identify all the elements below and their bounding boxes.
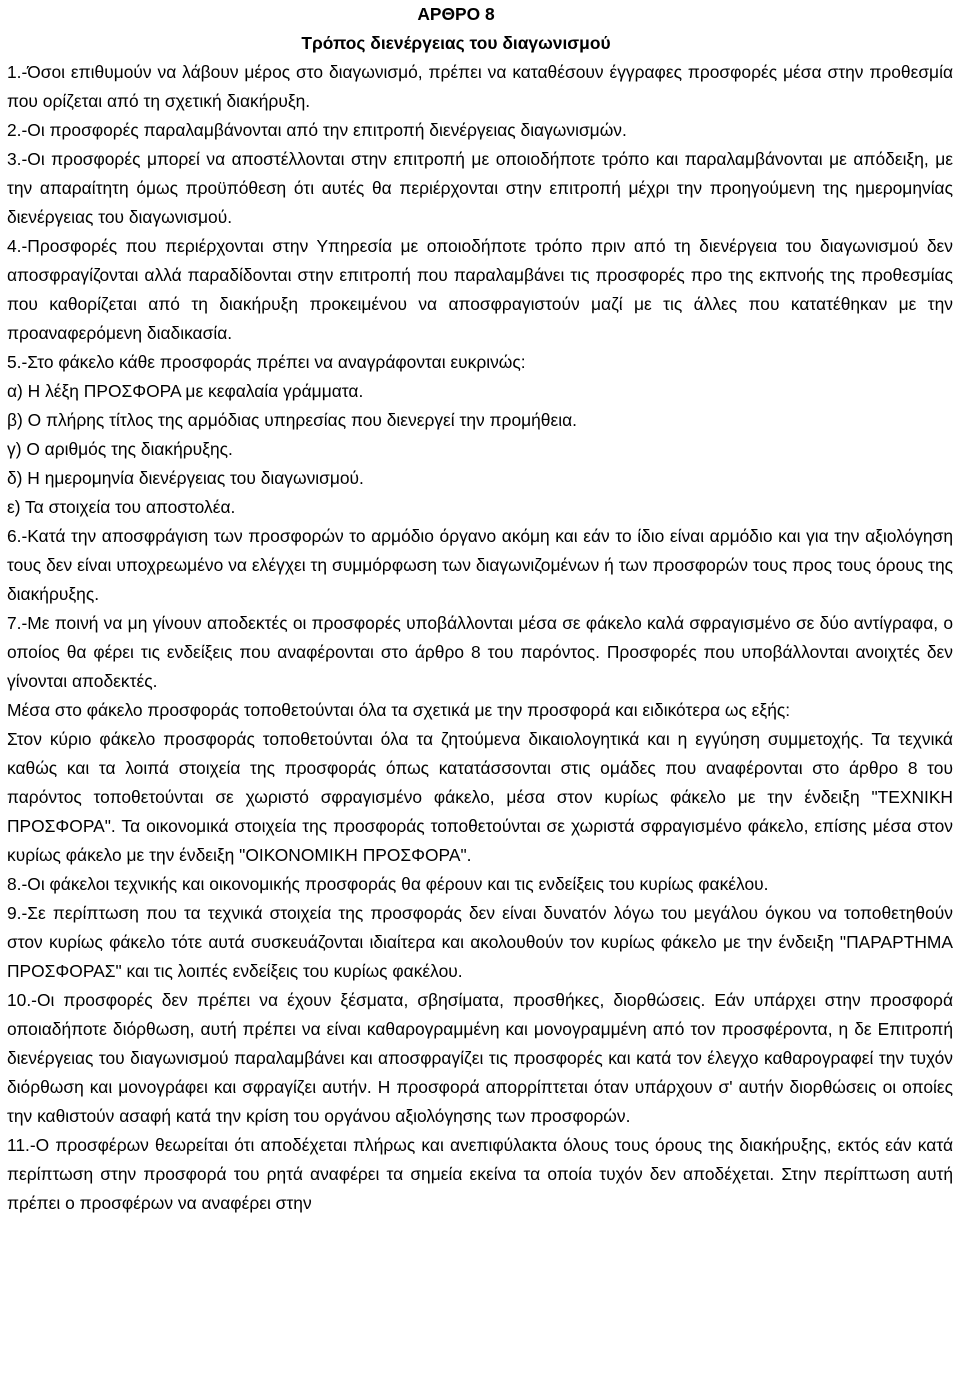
article-title: Τρόπος διενέργειας του διαγωνισμού: [301, 33, 611, 53]
paragraph-6: 6.-Κατά την αποσφράγιση των προσφορών το αρμόδιο όργανο ακόμη και εάν το ίδιο είναι αρμόδιο και για την αξιολόγηση τους δεν είναι υποχρεωμένο να ελέγχει τη συμμόρφωση των διαγωνιζομένων ή των προσφορών τους προς τους όρους της διακήρυξης.: [7, 526, 953, 604]
document-page: [7, 0, 953, 1218]
paragraph-9: 9.-Σε περίπτωση που τα τεχνικά στοιχεία της προσφοράς δεν είναι δυνατόν λόγω του μεγάλου όγκου να τοποθετηθούν στον κυρίως φάκελο τότε αυτά συσκευάζονται ιδιαίτερα και ακολουθούν τον κυρίως φάκελο με την ένδειξη "ΠΑΡΑΡΤΗΜΑ ΠΡΟΣΦΟΡΑΣ" και τις λοιπές ενδείξεις του κυρίως φακέλου.: [7, 903, 953, 981]
list-item-a: α) Η λέξη ΠΡΟΣΦΟΡΑ με κεφαλαία γράμματα.: [7, 381, 364, 401]
paragraph-7: 7.-Με ποινή να μη γίνουν αποδεκτές οι προσφορές υποβάλλονται μέσα σε φάκελο καλά σφραγισμένο σε δύο αντίγραφα, ο οποίος θα φέρει τις ενδείξεις που αναφέρονται στο άρθρο 8 του παρόντος. Προσφορές που υποβάλλονται ανοιχτές δεν γίνονται αποδεκτές.: [7, 613, 953, 691]
paragraph-main-envelope: Στον κύριο φάκελο προσφοράς τοποθετούνται όλα τα ζητούμενα δικαιολογητικά και η εγγύηση συμμετοχής. Τα τεχνικά καθώς και τα λοιπά στοιχεία της προσφοράς όπως κατατάσσονται στις ομάδες που αναφέρονται στο άρθρο 8 του παρόντος τοποθετούνται σε χωριστό σφραγισμένο φάκελο, μέσα στον κυρίως φάκελο με την ένδειξη "ΤΕΧΝΙΚΗ ΠΡΟΣΦΟΡΑ". Τα οικονομικά στοιχεία της προσφοράς τοποθετούνται σε χωριστά σφραγισμένο φάκελο, επίσης μέσα στον κυρίως φάκελο με την ένδειξη "ΟΙΚΟΝΟΜΙΚΗ ΠΡΟΣΦΟΡΑ".: [7, 729, 953, 865]
list-item-d: δ) Η ημερομηνία διενέργειας του διαγωνισμού.: [7, 468, 364, 488]
paragraph-8: 8.-Οι φάκελοι τεχνικής και οικονομικής προσφοράς θα φέρουν και τις ενδείξεις του κυρίως φακέλου.: [7, 874, 769, 894]
paragraph-1: 1.-Όσοι επιθυμούν να λάβουν μέρος στο διαγωνισμό, πρέπει να καταθέσουν έγγραφες προσφορές μέσα στην προθεσμία που ορίζεται από τη σχετική διακήρυξη.: [7, 62, 953, 111]
article-number: ΑΡΘΡΟ 8: [417, 4, 495, 24]
paragraph-11: 11.-Ο προσφέρων θεωρείται ότι αποδέχεται πλήρως και ανεπιφύλακτα όλους τους όρους της διακήρυξης, εκτός εάν κατά περίπτωση στην προσφορά του ρητά αναφέρει τα σημεία εκείνα τα οποία τυχόν δεν αποδέχεται. Στην περίπτωση αυτή πρέπει ο προσφέρων να αναφέρει στην: [7, 1135, 953, 1213]
paragraph-4: 4.-Προσφορές που περιέρχονται στην Υπηρεσία με οποιοδήποτε τρόπο πριν από τη διενέργεια του διαγωνισμού δεν αποσφραγίζονται αλλά παραδίδονται στην επιτροπή που παραλαμβάνει τις προσφορές προ της εκπνοής της προθεσμίας που καθορίζεται από τη διακήρυξη προκειμένου να αποσφραγιστούν μαζί με τις άλλες που κατατέθηκαν με την προαναφερόμενη διαδικασία.: [7, 236, 953, 343]
list-item-c: γ) Ο αριθμός της διακήρυξης.: [7, 439, 233, 459]
paragraph-2: 2.-Οι προσφορές παραλαμβάνονται από την επιτροπή διενέργειας διαγωνισμών.: [7, 120, 627, 140]
paragraph-10: 10.-Οι προσφορές δεν πρέπει να έχουν ξέσματα, σβησίματα, προσθήκες, διορθώσεις. Εάν υπάρχει στην προσφορά οποιαδήποτε διόρθωση, αυτή πρέπει να είναι καθαρογραμμένη και μονογραμμένη από τον προσφέροντα, η δε Επιτροπή διενέργειας του διαγωνισμού παραλαμβάνει και αποσφραγίζει τις προσφορές και κατά τον έλεγχο καθαρογραφεί την τυχόν διόρθωση και μονογράφει και σφραγίζει αυτήν. Η προσφορά απορρίπτεται όταν υπάρχουν σ' αυτήν διορθώσεις οι οποίες την καθιστούν ασαφή κατά την κρίση του οργάνου αξιολόγησης των προσφορών.: [7, 990, 953, 1126]
paragraph-5: 5.-Στο φάκελο κάθε προσφοράς πρέπει να αναγράφονται ευκρινώς:: [7, 352, 526, 372]
paragraph-3: 3.-Οι προσφορές μπορεί να αποστέλλονται στην επιτροπή με οποιοδήποτε τρόπο και παραλαμβάνονται με απόδειξη, με την απαραίτητη όμως προϋπόθεση ότι αυτές θα περιέρχονται στην επιτροπή μέχρι την προηγούμενη της ημερομηνίας διενέργειας του διαγωνισμού.: [7, 149, 953, 227]
list-item-e: ε) Τα στοιχεία του αποστολέα.: [7, 497, 236, 517]
list-item-b: β) Ο πλήρης τίτλος της αρμόδιας υπηρεσίας που διενεργεί την προμήθεια.: [7, 410, 577, 430]
paragraph-envelope-contents: Μέσα στο φάκελο προσφοράς τοποθετούνται όλα τα σχετικά με την προσφορά και ειδικότερα ως εξής:: [7, 700, 791, 720]
